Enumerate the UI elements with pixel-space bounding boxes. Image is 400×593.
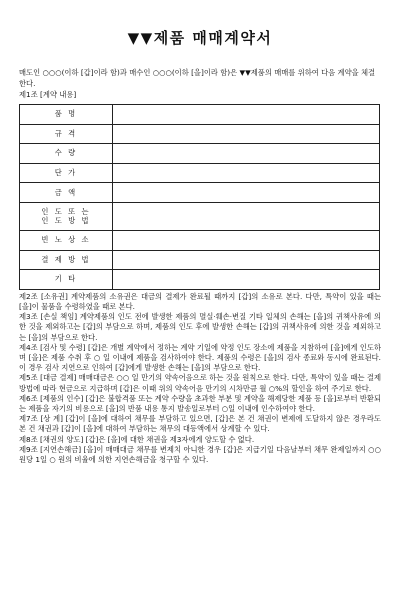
contract-items-table bbox=[19, 104, 380, 290]
section1-heading: 제1조 [계약 내용] bbox=[19, 90, 77, 99]
table-row-label: 결 제 방 법 bbox=[20, 250, 113, 270]
table-row-label: 규 격 bbox=[20, 124, 113, 144]
table-row-value bbox=[113, 163, 380, 183]
table-row bbox=[20, 183, 380, 203]
article-2: 제2조 [소유권] 계약제품의 소유권은 대금의 결제가 완료될 때까지 [갑]의 소유로 본다. 다만, 특약이 있을 때는 [을]이 물품을 수령하였을 때로 본다. bbox=[19, 291, 381, 311]
table-row-value bbox=[113, 230, 380, 250]
article-6: 제6조 [제품의 인수] [갑]은 불합격품 또는 계약 수량을 초과한 부분 및 계약을 해제당한 제품 등 [을]로부터 반환되는 제품을 자기의 비용으로 [을]의 반품 내용 통지 발송일로부터 ○일 이내에 인수하여야 한다. bbox=[19, 393, 381, 413]
article-3: 제3조 [손실 책임] 계약제품의 인도 전에 발생한 제품의 멸실·훼손·변질 기타 일체의 손해는 [을]의 귀책사유에 의한 것을 제외하고는 [갑]의 부담으로 하며, 제품의 인도 후에 발생한 손해는 [갑]의 귀책사유에 의한 것을 제외하고는 [을]의 부담으로 한다. bbox=[19, 312, 381, 342]
table-row-label: 빈 노 상 소 bbox=[20, 230, 113, 250]
article-8: 제8조 [채권의 양도] [갑]은 [을]에 대한 채권을 제3자에게 양도할 수 없다. bbox=[19, 434, 255, 444]
article-5: 제5조 [대금 결제] 매매대금은 ○○ 일 만기의 약속어음으로 하는 것을 원칙으로 한다. 다만, 특약이 있을 때는 결제 방법에 따라 현금으로 지급하며 [갑]은 이때 위의 약속어음 만기의 시차만큼 월 ○%의 할인을 하여 주기로 한다. bbox=[19, 373, 381, 393]
article-4: 제4조 [검사 및 수령] [갑]은 개별 계약에서 정하는 계약 기일에 약정 인도 장소에 제품을 지참하여 [을]에게 인도하며 [을]은 제품 수취 후 ○ 일 이내에 제품을 검사하여야 한다. 제품의 수령은 [을]의 검사 종료와 동시에 완료된다. 이 경우 검사 지연으로 인하여 [갑]에게 발생한 손해는 [을]의 부담으로 한다. bbox=[19, 342, 381, 373]
table-row-label: 품 명 bbox=[20, 105, 113, 125]
table-row bbox=[20, 105, 380, 125]
table-row bbox=[20, 270, 380, 290]
table-row-value bbox=[113, 202, 380, 230]
table-row bbox=[20, 124, 380, 144]
article-7: 제7조 [상 계] [갑]이 [을]에 대하여 채무를 부담하고 있으면, [갑]은 본 건 채권이 변제에 도달하지 않은 경우라도 본 건 채권과 [갑]이 [을]에 대하여 부담하는 채무의 대등액에서 상계할 수 있다. bbox=[19, 414, 381, 434]
contract-page bbox=[0, 28, 400, 593]
table-row-value bbox=[113, 124, 380, 144]
table-row-label: 인 도 또 는 인 도 방 법 bbox=[20, 202, 113, 230]
document-title: ▼▼제품 매매계약서 bbox=[127, 29, 273, 47]
table-row-value bbox=[113, 144, 380, 164]
table-row-label: 금 액 bbox=[20, 183, 113, 203]
table-row-label: 단 가 bbox=[20, 163, 113, 183]
table-row-value bbox=[113, 183, 380, 203]
table-row bbox=[20, 163, 380, 183]
table-row bbox=[20, 202, 380, 230]
table-row-value bbox=[113, 270, 380, 290]
article-9: 제9조 [지연손해금] [을]이 매매대금 채무를 변제치 아니한 경우 [갑]은 지급기일 다음날부터 채무 완제일까지 ○○ 원당 1일 ○ 원의 비율에 의한 지연손해금을 청구할 수 있다. bbox=[19, 444, 381, 464]
contract-articles bbox=[19, 292, 381, 465]
table-row-label: 기 타 bbox=[20, 270, 113, 290]
table-row bbox=[20, 230, 380, 250]
table-row-label: 수 량 bbox=[20, 144, 113, 164]
table-row-value bbox=[113, 250, 380, 270]
table-row bbox=[20, 250, 380, 270]
intro-paragraph: 매도인 ○○○(이하 [갑]이라 함)과 매수인 ○○○(이하 [을]이라 함)은 ▼▼제품의 매매를 위하여 다음 계약을 체결한다. bbox=[19, 68, 376, 88]
table-row bbox=[20, 144, 380, 164]
table-row-value bbox=[113, 105, 380, 125]
